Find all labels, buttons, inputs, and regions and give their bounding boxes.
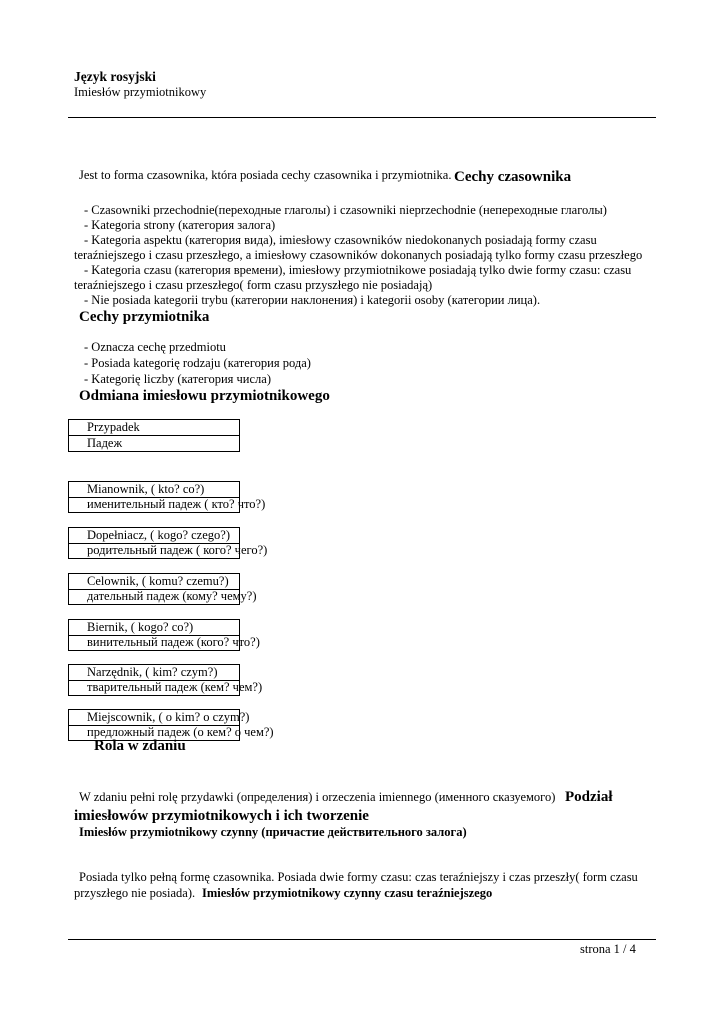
active-text-line2: przyszłego nie posiada). — [74, 886, 196, 900]
heading-division-part1: Podział — [565, 789, 613, 805]
case-name-pl: Biernik, ( kogo? co?) — [87, 620, 194, 634]
list-item: - Oznacza cechę przedmiotu — [84, 340, 226, 354]
heading-division-part2: imiesłowów przymiotnikowych i ich tworzenie — [74, 808, 369, 824]
list-item: - Posiada kategorię rodzaju (категория рода) — [84, 356, 311, 370]
header-divider — [68, 117, 656, 118]
list-item: - Kategoria aspektu (категория вида), imiesłowy czasowników niedokonanych posiadają formy czasu — [84, 233, 597, 247]
list-item: - Nie posiada kategorii trybu (категории наклонения) i kategorii osoby (категории лица). — [84, 293, 541, 307]
case-name-pl: Dopełniacz, ( kogo? czego?) — [87, 528, 230, 542]
document-title: Język rosyjski — [74, 69, 156, 84]
case-name-ru: именительный падеж ( кто? что?) — [87, 497, 266, 511]
list-item-continuation: teraźniejszego i czasu przeszłego, a imiesłowy czasowników dokonanych posiadają tylko formy czasu przeszłego — [74, 248, 643, 262]
case-name-pl: Celownik, ( komu? czemu?) — [87, 574, 229, 588]
list-item: - Kategoria czasu (категория времени), imiesłowy przymiotnikowe posiadają tylko dwie formy czasu: czasu — [84, 263, 632, 277]
case-name-ru: твaрительный падеж (кем? чем?) — [87, 680, 263, 694]
case-name-pl: Narzędnik, ( kim? czym?) — [87, 665, 218, 679]
role-text: W zdaniu pełni rolę przydawki (определения) i orzeczenia imiennego (именного сказуемого) — [79, 790, 556, 804]
heading-active-participle: Imiesłów przymiotnikowy czynny (причастие действительного залога) — [79, 825, 467, 839]
document-subtitle: Imiesłów przymiotnikowy — [74, 85, 207, 99]
case-name-ru: родительный падеж ( кого? чего?) — [87, 543, 268, 557]
case-header-ru: Падеж — [87, 436, 123, 450]
list-item: - Kategoria strony (категория залога) — [84, 218, 276, 232]
heading-adjective-features: Cechy przymiotnika — [79, 309, 210, 325]
case-name-ru: дательный падеж (кому? чему?) — [87, 589, 257, 603]
heading-role: Rola w zdaniu — [94, 738, 186, 754]
active-text-line1: Posiada tylko pełną formę czasownika. Posiada dwie formy czasu: czas teraźniejszy i czas przeszły( form czasu — [79, 870, 638, 884]
list-item: - Czasowniki przechodnie(переходные глаголы) i czasowniki nieprzechodnie (непереходные глаголы) — [84, 203, 607, 217]
heading-present-active: Imiesłów przymiotnikowy czynny czasu teraźniejszego — [202, 886, 493, 900]
list-item-continuation: teraźniejszego i czasu przeszłego( form czasu przyszłego nie posiadają) — [74, 278, 433, 292]
heading-verb-features: Cechy czasownika — [454, 169, 572, 185]
case-name-pl: Mianownik, ( kto? co?) — [87, 482, 205, 496]
case-name-ru: предложный падеж (о кем? о чем?) — [87, 725, 274, 739]
page-number: strona 1 / 4 — [580, 942, 636, 956]
list-item: - Kategorię liczby (категория числа) — [84, 372, 271, 386]
footer-divider — [68, 939, 656, 940]
case-header-pl: Przypadek — [87, 420, 140, 434]
case-name-ru: винительный падеж (кого? что?) — [87, 635, 260, 649]
case-name-pl: Miejscownik, ( o kim? o czym?) — [87, 710, 250, 724]
intro-text: Jest to forma czasownika, która posiada cechy czasownika i przymiotnika. — [79, 168, 452, 182]
heading-declension: Odmiana imiesłowu przymiotnikowego — [79, 388, 330, 404]
